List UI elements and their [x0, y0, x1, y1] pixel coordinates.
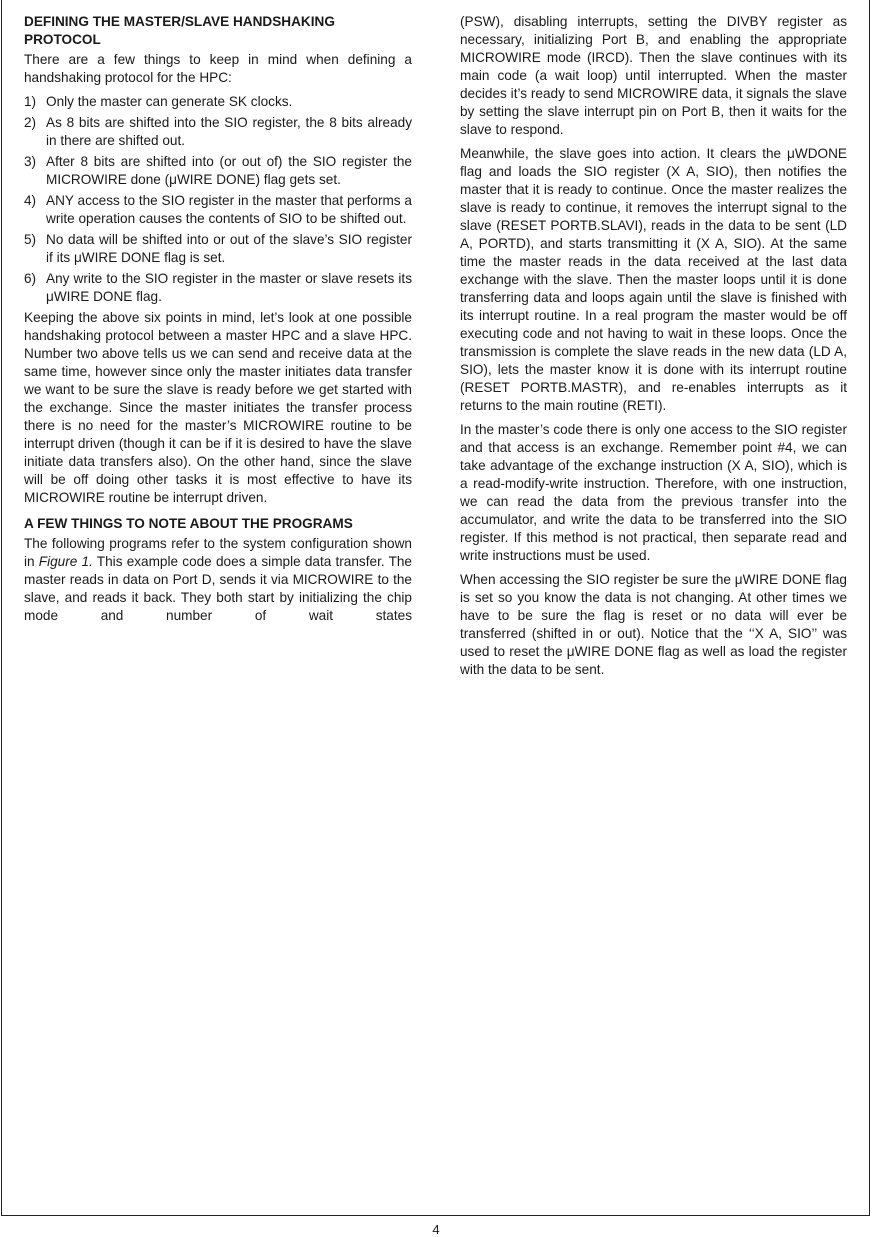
handshaking-intro: There are a few things to keep in mind when defining a handshaking protocol for the HPC: — [24, 52, 412, 85]
programs-p1-before: The following programs refer to the system configuration shown in — [24, 536, 412, 569]
list-item — [24, 192, 412, 228]
programs-p1-after: This example code does a simple data transfer. The master reads in data on Port D, sends it via MICROWIRE to the slave, and reads it back. They both start by initializing the chip mode and number of wait states — [24, 554, 412, 623]
left-column — [24, 13, 412, 625]
handshaking-paragraph: Keeping the above six points in mind, let’s look at one possible handshaking protocol between a master HPC and a slave HPC. Number two above tells us we can send and receive data at the same time, however since only the master initiates data transfer we want to be sure the slave is ready before we get started with the exchange. Since the master initiates the transfer process there is no need for the master’s MICROWIRE routine to be interrupt driven (though it can be if it is desired to have the slave initiate data transfers also). On the other hand, since the slave will be off doing other tasks it is most effective to have its MICROWIRE routine be interrupt driven. — [24, 310, 412, 505]
right-column — [460, 13, 847, 685]
list-item-text: Any write to the SIO register in the master or slave resets its μWIRE DONE flag. — [46, 271, 412, 304]
page-number: 4 — [432, 1222, 440, 1237]
list-item-number: 6) — [24, 271, 37, 286]
programs-paragraph-2: Meanwhile, the slave goes into action. It clears the μWDONE flag and loads the SIO register (X A, SIO), then notifies the master that it is ready to continue. Once the master realizes the slave is ready to continue, it removes the interrupt signal to the slave (RESET PORTB.SLAVI), reads in the data to be sent (LD A, PORTD), and starts transmitting it (X A, SIO). At the same time the master reads in the data received at the last data exchange with the slave. Then the master loops until it is done transferring data and loops again until the slave is finished with its interrupt routine. In a real program the master would be off executing code and not having to wait in these loops. Once the transmission is complete the slave reads in the new data (LD A, SIO), lets the master know it is done with its interrupt routine (RESET PORTB.MASTR), and re-enables interrupts as it returns to the main routine (RETI). — [460, 146, 847, 413]
list-item-text: ANY access to the SIO register in the master that performs a write operation causes the contents of SIO to be shifted out. — [46, 193, 412, 226]
figure-reference: Figure 1. — [38, 554, 93, 569]
list-item — [24, 231, 412, 267]
programs-paragraph-1-continued: (PSW), disabling interrupts, setting the DIVBY register as necessary, initializing Port B, and enabling the appropriate MICROWIRE mode (IRCD). Then the slave continues with its main code (a wait loop) until interrupted. When the master decides it’s ready to send MICROWIRE data, it signals the slave by setting the slave interrupt pin on Port B, then it waits for the slave to respond. — [460, 14, 847, 137]
list-item-number: 1) — [24, 94, 37, 109]
list-item-text: Only the master can generate SK clocks. — [46, 94, 293, 109]
list-item — [24, 114, 412, 150]
list-item-number: 2) — [24, 115, 37, 130]
programs-paragraph-4: When accessing the SIO register be sure the μWIRE DONE flag is set so you know the data is not changing. At other times we have to be sure the flag is reset or no data will ever be transferred (shifted in or out). Notice that the ‘‘X A, SIO’’ was used to reset the μWIRE DONE flag as well as load the register with the data to be sent. — [460, 572, 847, 677]
list-item-text: No data will be shifted into or out of the slave’s SIO register if its μWIRE DONE flag is set. — [46, 232, 412, 265]
list-item-text: As 8 bits are shifted into the SIO register, the 8 bits already in there are shifted out. — [46, 115, 412, 148]
section-heading-handshaking: DEFINING THE MASTER/SLAVE HANDSHAKING PROTOCOL — [24, 14, 335, 47]
list-item-number: 4) — [24, 193, 37, 208]
list-item — [24, 93, 412, 111]
programs-paragraph-3: In the master’s code there is only one access to the SIO register and that access is an exchange. Remember point #4, we can take advantage of the exchange instruction (X A, SIO), which is a read-modify-write instruction. Therefore, with one instruction, we can read the data from the previous transfer into the accumulator, and write the data to be transferred into the SIO register. If this method is not practical, then separate read and write instructions must be used. — [460, 422, 847, 563]
list-item-text: After 8 bits are shifted into (or out of) the SIO register the MICROWIRE done (μWIRE DONE) flag gets set. — [46, 154, 412, 187]
section-heading-programs: A FEW THINGS TO NOTE ABOUT THE PROGRAMS — [24, 516, 353, 531]
list-item-number: 3) — [24, 154, 37, 169]
programs-paragraph-1-start — [24, 535, 412, 625]
list-item — [24, 270, 412, 306]
list-item-number: 5) — [24, 232, 37, 247]
list-item — [24, 153, 412, 189]
